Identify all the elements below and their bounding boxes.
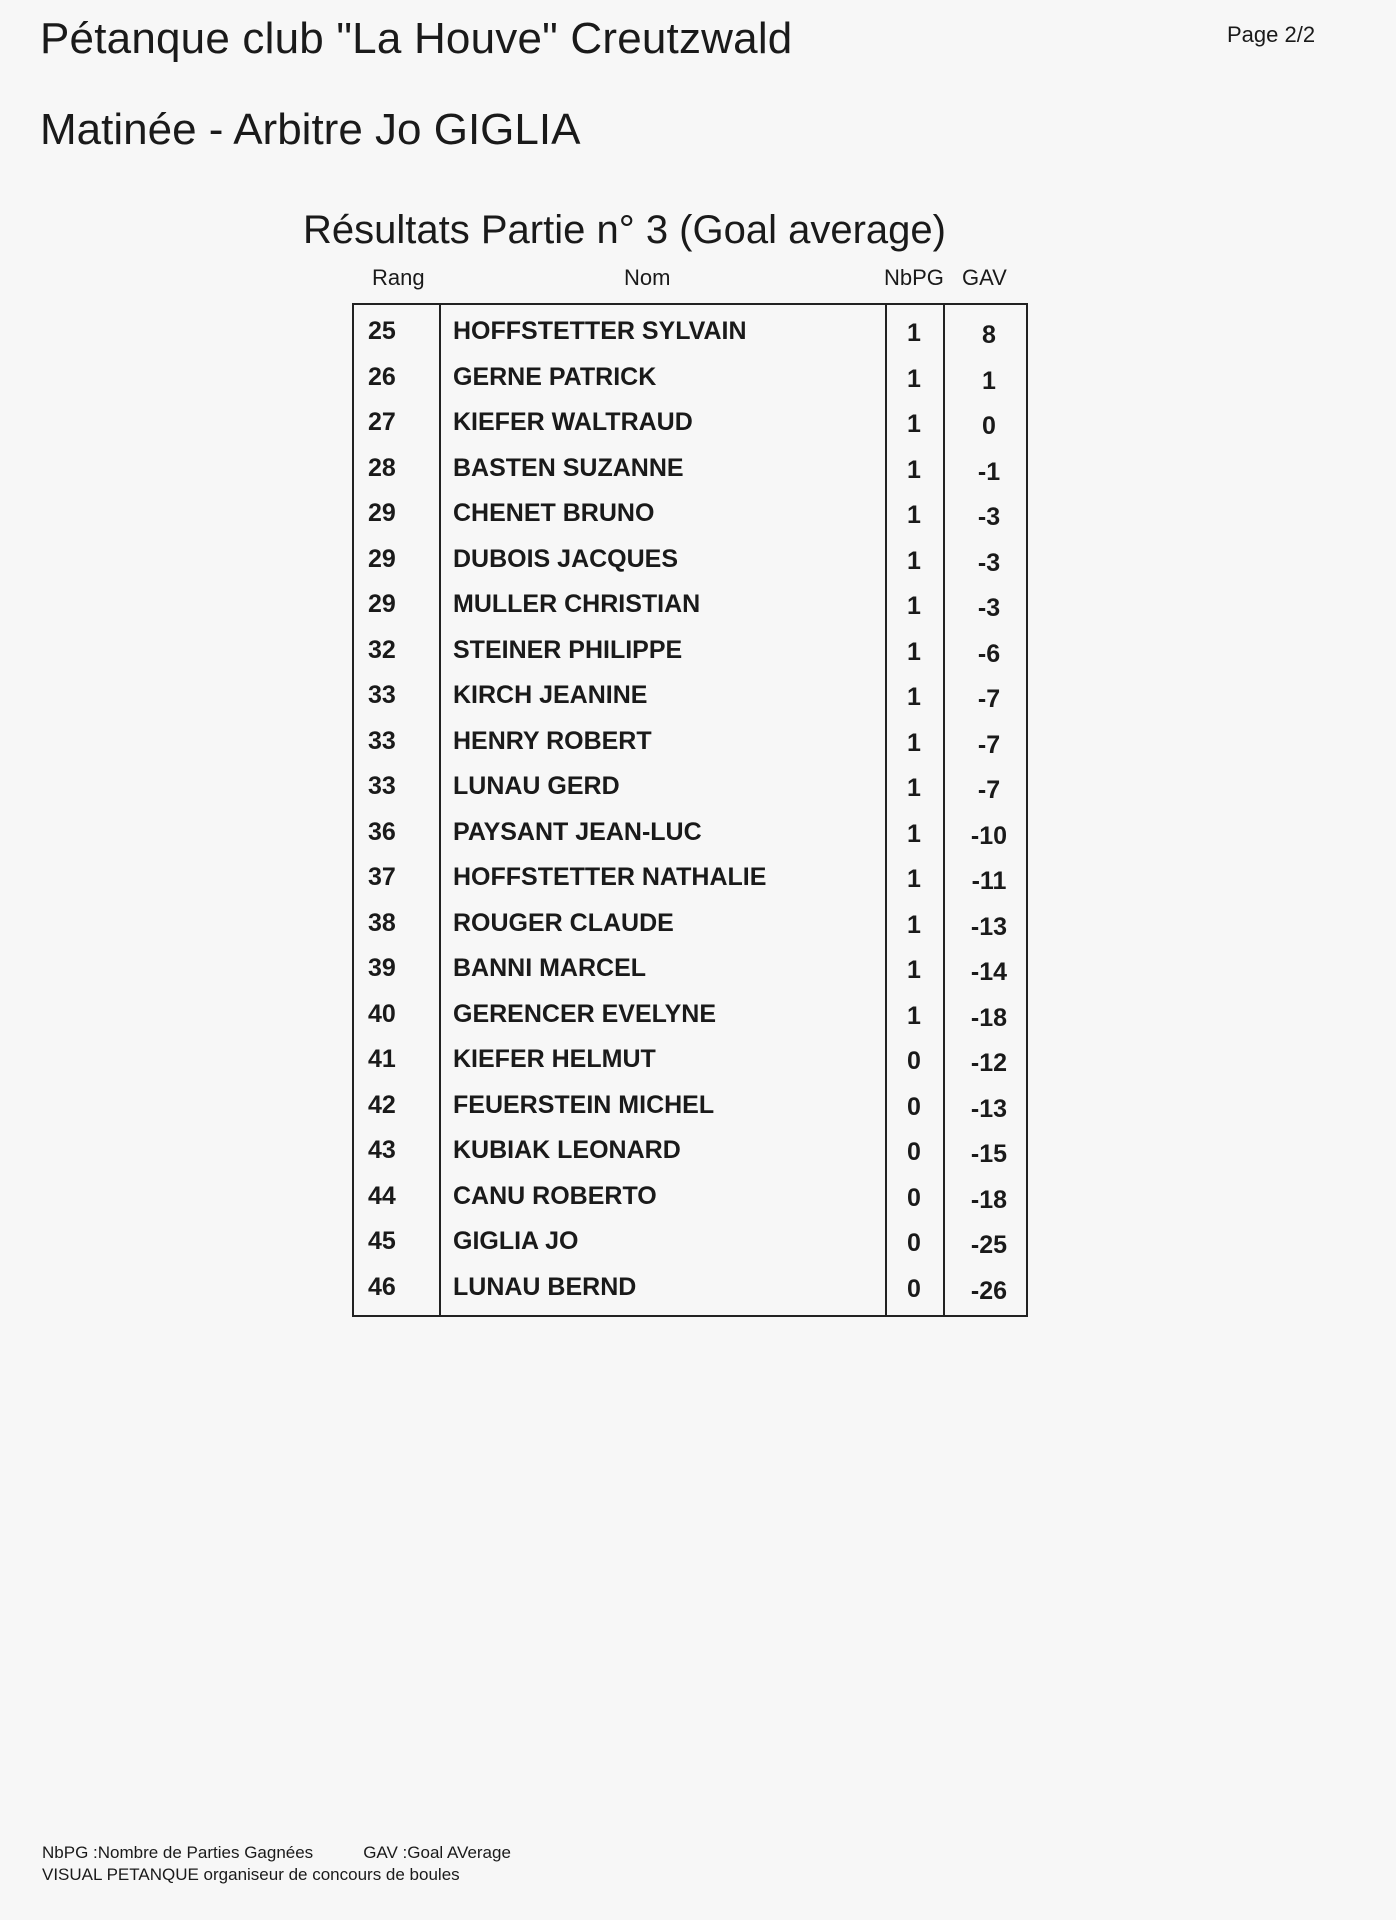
rank-cell: 39 <box>368 954 396 982</box>
gav-cell: -13 <box>970 912 1008 941</box>
rank-cell: 41 <box>368 1045 396 1073</box>
gav-cell: -3 <box>977 503 1001 531</box>
table-row <box>354 946 1026 992</box>
name-cell: CANU ROBERTO <box>453 1181 657 1210</box>
rank-cell: 29 <box>368 499 396 527</box>
nbpg-cell: 0 <box>907 1092 921 1121</box>
gav-cell: -26 <box>970 1276 1008 1305</box>
gav-cell: -1 <box>977 457 1001 486</box>
nbpg-cell: 1 <box>907 455 921 484</box>
gav-cell: -6 <box>977 639 1001 668</box>
gav-cell: -7 <box>977 685 1001 713</box>
table-row <box>354 855 1026 901</box>
rank-cell: 42 <box>368 1090 396 1119</box>
name-cell: HENRY ROBERT <box>453 726 652 755</box>
name-cell: KUBIAK LEONARD <box>453 1136 681 1164</box>
column-header-gav: GAV <box>962 265 1007 290</box>
results-title: Résultats Partie n° 3 (Goal average) <box>303 208 946 252</box>
table-row <box>354 628 1026 674</box>
rank-cell: 45 <box>368 1227 396 1255</box>
rank-cell: 43 <box>368 1136 396 1164</box>
name-cell: KIEFER HELMUT <box>453 1045 656 1073</box>
gav-cell: -14 <box>970 958 1008 986</box>
table-row <box>354 446 1026 492</box>
footer-legend <box>42 1843 511 1863</box>
rank-cell: 28 <box>368 453 396 482</box>
name-cell: BANNI MARCEL <box>453 954 647 982</box>
rank-cell: 32 <box>368 635 396 664</box>
gav-cell: -7 <box>977 776 1001 804</box>
table-row <box>354 1037 1026 1083</box>
rank-cell: 40 <box>368 999 396 1028</box>
footer-organizer: VISUAL PETANQUE organiseur de concours de boules <box>42 1865 460 1884</box>
name-cell: PAYSANT JEAN-LUC <box>453 817 702 846</box>
rank-cell: 26 <box>368 362 396 391</box>
nbpg-cell: 1 <box>907 364 921 393</box>
results-rows <box>354 309 1026 1310</box>
gav-cell: -18 <box>970 1003 1008 1032</box>
name-cell: BASTEN SUZANNE <box>453 453 684 482</box>
name-cell: LUNAU BERND <box>453 1272 637 1301</box>
table-row <box>354 491 1026 537</box>
name-cell: KIEFER WALTRAUD <box>453 408 693 436</box>
table-row <box>354 355 1026 401</box>
name-cell: GERNE PATRICK <box>453 362 657 391</box>
name-cell: STEINER PHILIPPE <box>453 635 683 664</box>
nbpg-cell: 1 <box>907 1001 921 1030</box>
gav-cell: -18 <box>970 1185 1008 1214</box>
name-cell: HOFFSTETTER NATHALIE <box>453 863 767 891</box>
gav-cell: -13 <box>970 1094 1008 1123</box>
rank-cell: 25 <box>368 317 396 345</box>
table-row <box>354 719 1026 765</box>
name-cell: GERENCER EVELYNE <box>453 999 717 1028</box>
nbpg-cell: 1 <box>907 956 921 984</box>
gav-cell: -3 <box>977 548 1001 577</box>
gav-cell: -15 <box>970 1140 1008 1168</box>
rank-cell: 46 <box>368 1272 396 1301</box>
gav-cell: -12 <box>970 1049 1008 1077</box>
name-cell: KIRCH JEANINE <box>453 681 648 709</box>
table-row <box>354 1128 1026 1174</box>
club-title: Pétanque club "La Houve" Creutzwald <box>40 14 793 63</box>
rank-cell: 27 <box>368 408 396 436</box>
rank-cell: 38 <box>368 908 396 937</box>
table-row <box>354 309 1026 355</box>
gav-cell: 8 <box>982 321 996 349</box>
column-header-nom: Nom <box>624 265 671 290</box>
table-row <box>354 1265 1026 1311</box>
page-number: Page 2/2 <box>1227 22 1316 47</box>
table-row <box>354 537 1026 583</box>
gav-cell: 0 <box>982 412 996 440</box>
gav-cell: -11 <box>971 867 1007 895</box>
name-cell: CHENET BRUNO <box>453 499 655 527</box>
rank-cell: 33 <box>368 772 396 800</box>
name-cell: LUNAU GERD <box>453 772 620 800</box>
nbpg-legend: NbPG :Nombre de Parties Gagnées <box>42 1843 314 1862</box>
nbpg-cell: 0 <box>907 1183 921 1212</box>
gav-cell: -3 <box>977 594 1001 622</box>
name-cell: HOFFSTETTER SYLVAIN <box>453 317 747 345</box>
nbpg-cell: 1 <box>907 774 921 802</box>
table-row <box>354 901 1026 947</box>
table-row <box>354 400 1026 446</box>
nbpg-cell: 0 <box>907 1138 921 1166</box>
table-row <box>354 1083 1026 1129</box>
nbpg-cell: 1 <box>907 910 921 939</box>
name-cell: FEUERSTEIN MICHEL <box>453 1090 715 1119</box>
gav-cell: -25 <box>970 1231 1008 1259</box>
table-row <box>354 582 1026 628</box>
table-row <box>354 992 1026 1038</box>
column-header-nbpg: NbPG <box>884 265 944 290</box>
nbpg-cell: 1 <box>907 637 921 666</box>
gav-cell: 1 <box>982 366 996 395</box>
nbpg-cell: 1 <box>907 728 921 757</box>
rank-cell: 29 <box>368 544 396 573</box>
results-table <box>352 303 1028 1317</box>
table-row <box>354 764 1026 810</box>
session-title: Matinée - Arbitre Jo GIGLIA <box>40 105 581 154</box>
nbpg-cell: 1 <box>907 319 921 347</box>
nbpg-cell: 1 <box>907 819 921 848</box>
nbpg-cell: 1 <box>907 410 921 438</box>
rank-cell: 37 <box>368 863 396 891</box>
table-row <box>354 1174 1026 1220</box>
column-header-rang: Rang <box>372 265 425 290</box>
nbpg-cell: 1 <box>907 546 921 575</box>
gav-cell: -7 <box>977 730 1001 759</box>
rank-cell: 29 <box>368 590 396 618</box>
table-row <box>354 810 1026 856</box>
name-cell: DUBOIS JACQUES <box>453 544 679 573</box>
name-cell: ROUGER CLAUDE <box>453 908 674 937</box>
table-row <box>354 1219 1026 1265</box>
nbpg-cell: 1 <box>907 683 921 711</box>
rank-cell: 36 <box>368 817 396 846</box>
nbpg-cell: 1 <box>907 865 921 893</box>
table-row <box>354 673 1026 719</box>
nbpg-cell: 0 <box>907 1047 921 1075</box>
name-cell: GIGLIA JO <box>453 1227 579 1255</box>
rank-cell: 44 <box>368 1181 396 1210</box>
nbpg-cell: 0 <box>907 1229 921 1257</box>
gav-legend: GAV :Goal AVerage <box>363 1843 511 1862</box>
rank-cell: 33 <box>368 726 396 755</box>
rank-cell: 33 <box>368 681 396 709</box>
nbpg-cell: 0 <box>907 1274 921 1303</box>
nbpg-cell: 1 <box>907 592 921 620</box>
name-cell: MULLER CHRISTIAN <box>453 590 701 618</box>
gav-cell: -10 <box>970 821 1008 850</box>
nbpg-cell: 1 <box>907 501 921 529</box>
